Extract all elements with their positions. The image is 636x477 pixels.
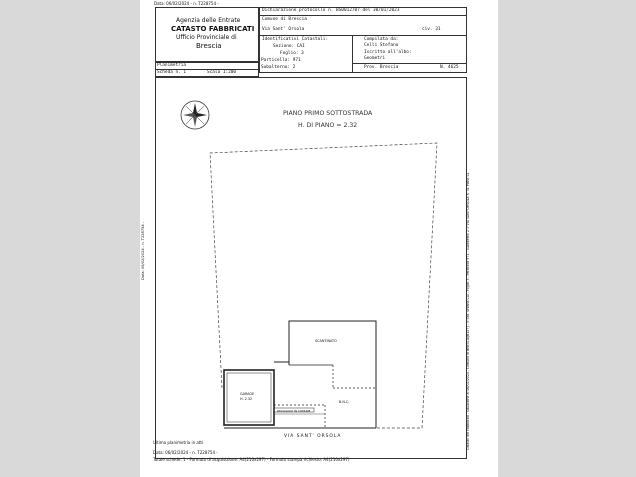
room-garage: GARAGE [240, 392, 255, 396]
floor-height: H. DI PIANO = 2.32 [298, 122, 358, 129]
compilatore-name: Celli Stefano [364, 43, 399, 48]
room-scantinato: SCANTINATO [315, 339, 337, 343]
street-label: VIA SANT' ORSOLA [284, 434, 342, 439]
left-background [0, 0, 140, 477]
compass-icon [181, 101, 209, 129]
right-background [498, 0, 636, 477]
side-print-line: Data: 06/02/2024 - n. T228754 - [141, 221, 145, 280]
foglio-text: Foglio: 3 [280, 51, 304, 56]
scala-label: Scala 1:200 [207, 70, 237, 75]
scheda-label: Scheda n. 1 [157, 70, 187, 75]
footer-line1: Data: 06/02/2024 - n. T228754 - [153, 450, 218, 455]
room-garage-height: H. 2.32 [240, 397, 253, 401]
print-line: Data: 06/02/2024 - n. T228754 - [154, 1, 219, 6]
sezione-text: Sezione: CAI [273, 44, 305, 49]
floor-title: PIANO PRIMO SOTTOSTRADA [283, 110, 373, 117]
subalterno-text: Subalterno: 2 [261, 65, 296, 70]
footer-line2: Totale schede: 1 - Formato di acquisizione: A4(210x297) - Formato stampa richiesto: A4(210x297) [153, 457, 350, 462]
iscritto-label: Iscritto all'albo: [364, 50, 412, 55]
planimetria-label: Planimetria [157, 63, 187, 68]
city-name: Brescia [196, 42, 222, 50]
numero-text: N. 4625 [440, 65, 459, 70]
footer-note: Ultima planimetria in atti [153, 440, 204, 445]
provincia-text: Prov. Brescia [364, 65, 399, 70]
lot-boundary [210, 143, 437, 428]
civ-text: civ. 31 [422, 27, 441, 32]
particella-text: Particella: 971 [261, 58, 301, 63]
agency-name: Agenzia delle Entrate [176, 17, 241, 24]
albo-text: Geometri [364, 56, 386, 61]
ufficio-label: Ufficio Provinciale di [176, 34, 237, 41]
via-text: Via Sant' Orsola [262, 27, 305, 32]
side-situation-text: Catasto dei Fabbricati - Situazione al 06/02/2024 - Comune di BRESCIA(B157) - < Sez. urbana CAI - Foglio 3 - Particella 971 - Subalterno 2 > VIA SANT'ORSOLA n. 31 Piano S1 [466, 172, 470, 450]
protocol-text: Dichiarazione protocollo n. BS0012707 del 30/01/2023 [262, 8, 400, 13]
passage-label: PASSAGGIO IN COMUNE [277, 409, 311, 413]
room-bnc: B.N.C. [339, 400, 350, 404]
catasto-title: CATASTO FABBRICATI [171, 25, 255, 33]
plan-drawing [140, 0, 498, 477]
compilata-label: Compilata da: [364, 37, 399, 42]
document-sheet [140, 0, 498, 477]
ident-title: Identificativi Catastali: [262, 37, 329, 42]
comune-text: Comune di Brescia [262, 17, 307, 22]
